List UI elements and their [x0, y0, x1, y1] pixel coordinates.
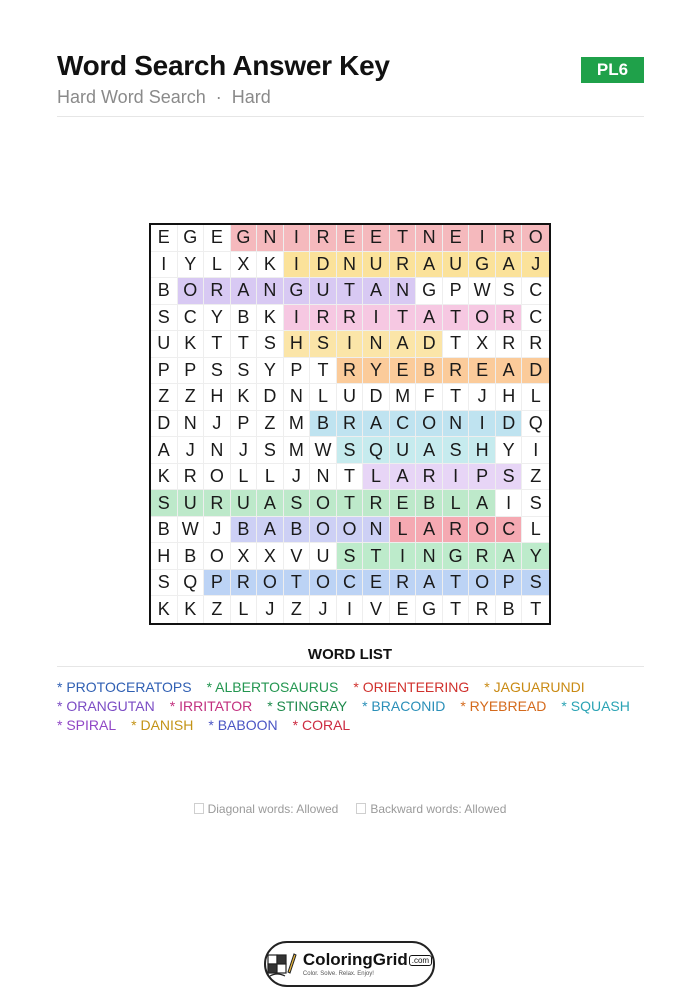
- grid-cell: O: [310, 570, 337, 597]
- grid-cell: S: [337, 437, 364, 464]
- grid-cell: Y: [522, 543, 549, 570]
- grid-cell: O: [469, 570, 496, 597]
- backward-rule: Backward words: Allowed: [370, 802, 507, 816]
- word-list-item: * CORAL: [292, 717, 351, 733]
- grid-cell: U: [178, 490, 205, 517]
- grid-cell: J: [522, 252, 549, 279]
- word-list: [57, 678, 657, 735]
- grid-cell: R: [390, 252, 417, 279]
- grid-cell: K: [178, 331, 205, 358]
- logo-tagline: Color. Solve. Relax. Enjoy!: [302, 971, 374, 977]
- grid-cell: I: [469, 225, 496, 252]
- grid-cell: L: [522, 384, 549, 411]
- grid-cell: K: [257, 252, 284, 279]
- grid-cell: M: [284, 411, 311, 438]
- grid-cell: D: [310, 252, 337, 279]
- grid-cell: U: [390, 437, 417, 464]
- grid-cell: B: [284, 517, 311, 544]
- grid-cell: B: [151, 517, 178, 544]
- grid-cell: U: [231, 490, 258, 517]
- grid-cell: H: [284, 331, 311, 358]
- word-list-item: * ORIENTEERING: [353, 679, 470, 695]
- grid-cell: N: [257, 278, 284, 305]
- grid-cell: R: [337, 358, 364, 385]
- grid-cell: B: [231, 305, 258, 332]
- grid-cell: J: [204, 517, 231, 544]
- grid-cell: D: [363, 384, 390, 411]
- grid-cell: I: [443, 464, 470, 491]
- checkbox-icon: [194, 803, 204, 814]
- grid-cell: P: [443, 278, 470, 305]
- grid-cell: C: [522, 278, 549, 305]
- grid-cell: K: [257, 305, 284, 332]
- grid-cell: Z: [204, 596, 231, 623]
- grid-cell: A: [416, 437, 443, 464]
- grid-cell: W: [178, 517, 205, 544]
- grid-cell: I: [284, 252, 311, 279]
- grid-cell: C: [522, 305, 549, 332]
- grid-cell: R: [231, 570, 258, 597]
- grid-cell: A: [416, 305, 443, 332]
- coloringgrid-logo[interactable]: [264, 941, 435, 987]
- grid-cell: Y: [363, 358, 390, 385]
- grid-cell: J: [310, 596, 337, 623]
- grid-cell: X: [231, 252, 258, 279]
- grid-cell: W: [310, 437, 337, 464]
- grid-cell: T: [443, 331, 470, 358]
- grid-cell: A: [231, 278, 258, 305]
- grid-cell: X: [469, 331, 496, 358]
- grid-cell: L: [522, 517, 549, 544]
- grid-cell: Z: [284, 596, 311, 623]
- grid-cell: R: [496, 225, 523, 252]
- grid-cell: T: [337, 278, 364, 305]
- grid-cell: T: [530, 599, 542, 620]
- grid-cell: E: [363, 570, 390, 597]
- grid-cell: A: [469, 490, 496, 517]
- grid-cell: U: [151, 331, 178, 358]
- grid-cell: V: [284, 543, 311, 570]
- grid-cell: O: [257, 570, 284, 597]
- grid-cell: E: [390, 358, 417, 385]
- grid-cell: E: [390, 490, 417, 517]
- word-list-title: WORD LIST: [307, 646, 393, 663]
- grid-cell: T: [284, 570, 311, 597]
- grid-cell: S: [151, 570, 178, 597]
- grid-cell: H: [151, 543, 178, 570]
- word-list-item: * DANISH: [131, 717, 194, 733]
- grid-cell: B: [231, 517, 258, 544]
- grid-cell: O: [310, 490, 337, 517]
- grid-cell: N: [443, 411, 470, 438]
- grid-cell: S: [284, 490, 311, 517]
- grid-cell: R: [522, 331, 549, 358]
- word-list-item: * PROTOCERATOPS: [57, 679, 192, 695]
- grid-cell: S: [257, 331, 284, 358]
- grid-cell: Q: [522, 411, 549, 438]
- grid-cell: N: [178, 411, 205, 438]
- coloring-grid-logo-icon: [267, 950, 297, 978]
- grid-cell: I: [363, 305, 390, 332]
- word-list-divider: [57, 666, 644, 667]
- grid-cell: E: [363, 225, 390, 252]
- grid-cell: S: [204, 358, 231, 385]
- grid-cell: H: [204, 384, 231, 411]
- grid-cell: P: [231, 411, 258, 438]
- grid-cell: G: [443, 543, 470, 570]
- word-list-item: * ALBERTOSAURUS: [206, 679, 339, 695]
- grid-cell: E: [443, 225, 470, 252]
- grid-cell: O: [522, 225, 549, 252]
- subtitle-separator: ·: [215, 87, 222, 107]
- grid-cell: T: [443, 570, 470, 597]
- grid-cell: T: [231, 331, 258, 358]
- grid-cell: O: [469, 305, 496, 332]
- grid-cell: I: [337, 596, 364, 623]
- grid-cell: D: [151, 411, 178, 438]
- grid-cell: U: [337, 384, 364, 411]
- grid-cell: R: [496, 331, 523, 358]
- page-title: Word Search Answer Key: [57, 50, 390, 81]
- grid-cell: R: [469, 543, 496, 570]
- grid-cell: H: [469, 437, 496, 464]
- grid-cell: I: [337, 331, 364, 358]
- grid-cell: S: [522, 570, 549, 597]
- grid-cell: G: [178, 225, 205, 252]
- grid-cell: I: [284, 225, 311, 252]
- grid-cell: R: [363, 490, 390, 517]
- grid-cell: A: [257, 490, 284, 517]
- grid-cell: B: [151, 278, 178, 305]
- grid-cell: S: [443, 437, 470, 464]
- grid-cell: Z: [257, 411, 284, 438]
- grid-cell: J: [284, 464, 311, 491]
- grid-cell: U: [443, 252, 470, 279]
- grid-cell: K: [151, 464, 178, 491]
- grid-cell: L: [257, 464, 284, 491]
- grid-cell: T: [310, 358, 337, 385]
- grid-cell: L: [310, 384, 337, 411]
- grid-cell: C: [178, 305, 205, 332]
- grid-cell: O: [204, 464, 231, 491]
- word-list-item: * BRACONID: [362, 698, 446, 714]
- grid-cell: A: [496, 543, 523, 570]
- rules-legend: [0, 802, 700, 816]
- word-list-item: * SQUASH: [561, 698, 630, 714]
- grid-cell: K: [178, 596, 205, 623]
- grid-cell: L: [231, 596, 258, 623]
- grid-cell: R: [310, 305, 337, 332]
- grid-cell: I: [284, 305, 311, 332]
- diagonal-rule: Diagonal words: Allowed: [207, 802, 339, 816]
- grid-cell: C: [496, 517, 523, 544]
- grid-cell: J: [178, 437, 205, 464]
- grid-cell: T: [337, 464, 364, 491]
- grid-cell: S: [310, 331, 337, 358]
- word-list-item: * BABOON: [208, 717, 278, 733]
- grid-cell: L: [443, 490, 470, 517]
- grid-cell: G: [416, 278, 443, 305]
- grid-cell: N: [390, 278, 417, 305]
- grid-cell: D: [496, 411, 523, 438]
- difficulty-label: Hard: [231, 87, 271, 107]
- grid-cell: L: [231, 464, 258, 491]
- grid-cell: T: [390, 305, 417, 332]
- grid-cell: T: [204, 331, 231, 358]
- grid-cell: X: [231, 543, 258, 570]
- grid-cell: P: [496, 570, 523, 597]
- grid-cell: C: [337, 570, 364, 597]
- grid-cell: A: [257, 517, 284, 544]
- grid-cell: R: [469, 596, 496, 623]
- grid-cell: P: [151, 358, 178, 385]
- grid-cell: X: [257, 543, 284, 570]
- grid-cell: T: [390, 225, 417, 252]
- grid-cell: N: [363, 331, 390, 358]
- grid-cell: B: [178, 543, 205, 570]
- grid-cell: S: [231, 358, 258, 385]
- grid-cell: K: [151, 596, 178, 623]
- grid-cell: K: [231, 384, 258, 411]
- checkbox-icon: [356, 803, 366, 814]
- grid-cell: G: [416, 596, 443, 623]
- grid-cell: R: [337, 305, 364, 332]
- grid-cell: L: [204, 252, 231, 279]
- grid-cell: R: [204, 490, 231, 517]
- grid-cell: W: [469, 278, 496, 305]
- grid-cell: D: [416, 331, 443, 358]
- grid-cell: A: [496, 252, 523, 279]
- grid-cell: T: [337, 490, 364, 517]
- grid-cell: A: [416, 252, 443, 279]
- grid-cell: V: [363, 596, 390, 623]
- page-subtitle: [57, 87, 271, 108]
- grid-cell: O: [310, 517, 337, 544]
- grid-cell: S: [522, 490, 549, 517]
- grid-cell: J: [469, 384, 496, 411]
- grid-cell: Z: [178, 384, 205, 411]
- grid-cell: S: [496, 278, 523, 305]
- word-list-item: * JAGUARUNDI: [484, 679, 585, 695]
- grid-cell: S: [151, 490, 178, 517]
- grid-cell: G: [231, 225, 258, 252]
- grid-cell: R: [310, 225, 337, 252]
- grid-cell: A: [151, 437, 178, 464]
- word-list-row: [57, 697, 657, 716]
- grid-cell: R: [390, 570, 417, 597]
- grid-cell: B: [416, 358, 443, 385]
- word-list-item: * SPIRAL: [57, 717, 117, 733]
- grid-cell: P: [284, 358, 311, 385]
- grid-cell: Q: [363, 437, 390, 464]
- grid-cell: M: [390, 384, 417, 411]
- grid-cell: I: [496, 490, 523, 517]
- grid-cell: I: [522, 437, 549, 464]
- grid-cell: Z: [522, 464, 549, 491]
- grid-cell: O: [337, 517, 364, 544]
- grid-cell: N: [257, 225, 284, 252]
- grid-cell: R: [496, 305, 523, 332]
- grid-cell: B: [416, 490, 443, 517]
- grid-cell: O: [469, 517, 496, 544]
- word-list-item: * STINGRAY: [267, 698, 348, 714]
- grid-cell: Q: [178, 570, 205, 597]
- grid-cell: I: [151, 252, 178, 279]
- word-search-grid: [149, 223, 551, 625]
- word-list-item: * RYEBREAD: [460, 698, 547, 714]
- grid-cell: R: [416, 464, 443, 491]
- grid-cell: P: [204, 570, 231, 597]
- grid-cell: Y: [204, 305, 231, 332]
- grid-cell: A: [363, 278, 390, 305]
- grid-cell: O: [416, 411, 443, 438]
- grid-cell: I: [469, 411, 496, 438]
- grid-cell: A: [496, 358, 523, 385]
- grid-cell: O: [204, 543, 231, 570]
- grid-cell: D: [522, 358, 549, 385]
- grid-cell: N: [284, 384, 311, 411]
- logo-suffix: .com: [409, 955, 432, 966]
- grid-cell: Y: [178, 252, 205, 279]
- grid-cell: R: [337, 411, 364, 438]
- grid-cell: F: [416, 384, 443, 411]
- grid-cell: O: [178, 278, 205, 305]
- word-list-row: [57, 716, 657, 735]
- grid-cell: A: [416, 517, 443, 544]
- grid-cell: P: [469, 464, 496, 491]
- grid-cell: H: [496, 384, 523, 411]
- grid-cell: E: [204, 225, 231, 252]
- grid-cell: U: [310, 543, 337, 570]
- word-list-item: * IRRITATOR: [169, 698, 253, 714]
- grid-cell: J: [231, 437, 258, 464]
- grid-cell: Y: [257, 358, 284, 385]
- grid-cell: S: [257, 437, 284, 464]
- grid-cell: E: [390, 596, 417, 623]
- grid-cell: R: [443, 517, 470, 544]
- grid-cell: N: [416, 543, 443, 570]
- grid-cell: N: [363, 517, 390, 544]
- grid-cell: T: [443, 596, 470, 623]
- grid-cell: M: [284, 437, 311, 464]
- grid-cell: E: [151, 225, 178, 252]
- grid-cell: S: [151, 305, 178, 332]
- grid-cell: A: [390, 464, 417, 491]
- word-list-row: [57, 678, 657, 697]
- grid-cell: A: [363, 411, 390, 438]
- word-list-item: * ORANGUTAN: [57, 698, 155, 714]
- subtitle-name: Hard Word Search: [57, 87, 206, 107]
- grid-cell: L: [390, 517, 417, 544]
- grid-cell: E: [469, 358, 496, 385]
- grid-cell: T: [363, 543, 390, 570]
- grid-cell: S: [496, 464, 523, 491]
- grid-cell: P: [178, 358, 205, 385]
- grid-cell: S: [337, 543, 364, 570]
- grid-cell: E: [337, 225, 364, 252]
- grid-cell: B: [310, 411, 337, 438]
- header-divider: [57, 116, 644, 117]
- grid-cell: J: [257, 596, 284, 623]
- grid-cell: Y: [496, 437, 523, 464]
- grid-cell: C: [390, 411, 417, 438]
- grid-cell: T: [443, 305, 470, 332]
- grid-cell: G: [469, 252, 496, 279]
- grid-cell: I: [390, 543, 417, 570]
- grid-cell: N: [310, 464, 337, 491]
- grid-cell: N: [337, 252, 364, 279]
- grid-cell: B: [496, 596, 523, 623]
- grid-cell: R: [178, 464, 205, 491]
- grid-cell: A: [416, 570, 443, 597]
- grid-cell: A: [390, 331, 417, 358]
- grid-cell: U: [363, 252, 390, 279]
- logo-name: ColoringGrid: [302, 950, 408, 969]
- grid-cell: T: [443, 384, 470, 411]
- grid-cell: Z: [151, 384, 178, 411]
- grid-cell: L: [363, 464, 390, 491]
- grid-cell: R: [443, 358, 470, 385]
- puzzle-code-badge: PL6: [581, 57, 644, 83]
- grid-cell: J: [204, 411, 231, 438]
- grid-cell: G: [284, 278, 311, 305]
- grid-cell: N: [204, 437, 231, 464]
- grid-cell: D: [257, 384, 284, 411]
- grid-cell: R: [204, 278, 231, 305]
- grid-cell: N: [416, 225, 443, 252]
- grid-cell: U: [310, 278, 337, 305]
